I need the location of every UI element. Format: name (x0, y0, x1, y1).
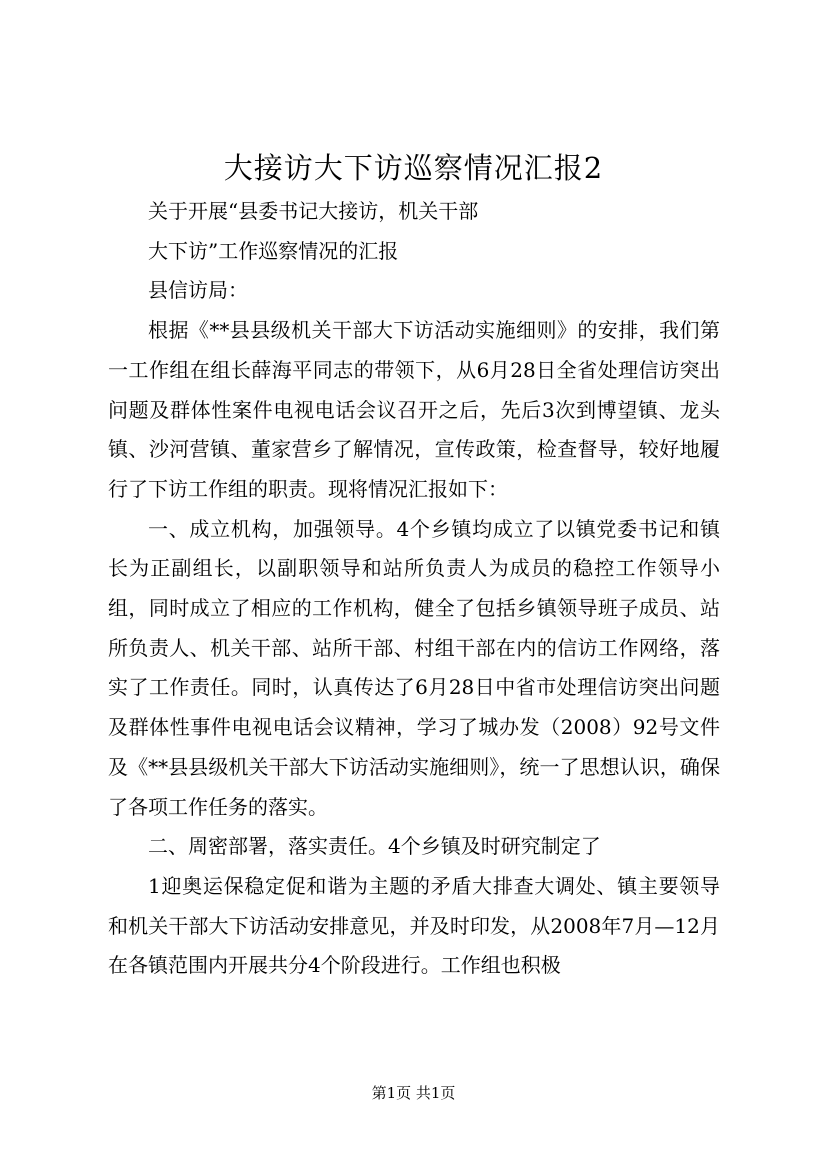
paragraph-section-2-detail: 1迎奥运保稳定促和谐为主题的矛盾大排查大调处、镇主要领导和机关干部大下访活动安排意见，并及时印发，从2008年7月—12月在各镇范围内开展共分4个阶段进行。工作组也积极 (108, 873, 720, 978)
salutation: 县信访局： (148, 278, 248, 303)
document-title: 大接访大下访巡察情况汇报2 (223, 151, 604, 185)
heading-line-1: 关于开展“县委书记大接访，机关干部 (148, 199, 479, 223)
document-body (108, 192, 720, 986)
page-footer: 第1页 共1页 (371, 1084, 456, 1102)
paragraph-section-1: 一、成立机构，加强领导。4个乡镇均成立了以镇党委书记和镇长为正副组长，以副职领导和站所负责人为成员的稳控工作领导小组，同时成立了相应的工作机构，健全了包括乡镇领导班子成员、站所负责人、机关干部、站所干部、村组干部在内的信访工作网络，落实了工作责任。同时，认真传达了6月28日中省市处理信访突出问题及群体性事件电视电话会议精神，学习了城办发（2008）92号文件及《**县县级机关干部大下访活动实施细则》，统一了思想认识，确保了各项工作任务的落实。 (108, 516, 720, 819)
paragraph-intro: 根据《**县县级机关干部大下访活动实施细则》的安排，我们第一工作组在组长薛海平同志的带领下，从6月28日全省处理信访突出问题及群体性案件电视电话会议召开之后，先后3次到博望镇、龙头镇、沙河营镇、董家营乡了解情况，宣传政策，检查督导，较好地履行了下访工作组的职责。现将情况汇报如下： (108, 318, 720, 501)
paragraph-section-2: 二、周密部署，落实责任。4个乡镇及时研究制定了 (148, 834, 601, 859)
heading-line-2: 大下访”工作巡察情况的汇报 (148, 238, 399, 263)
